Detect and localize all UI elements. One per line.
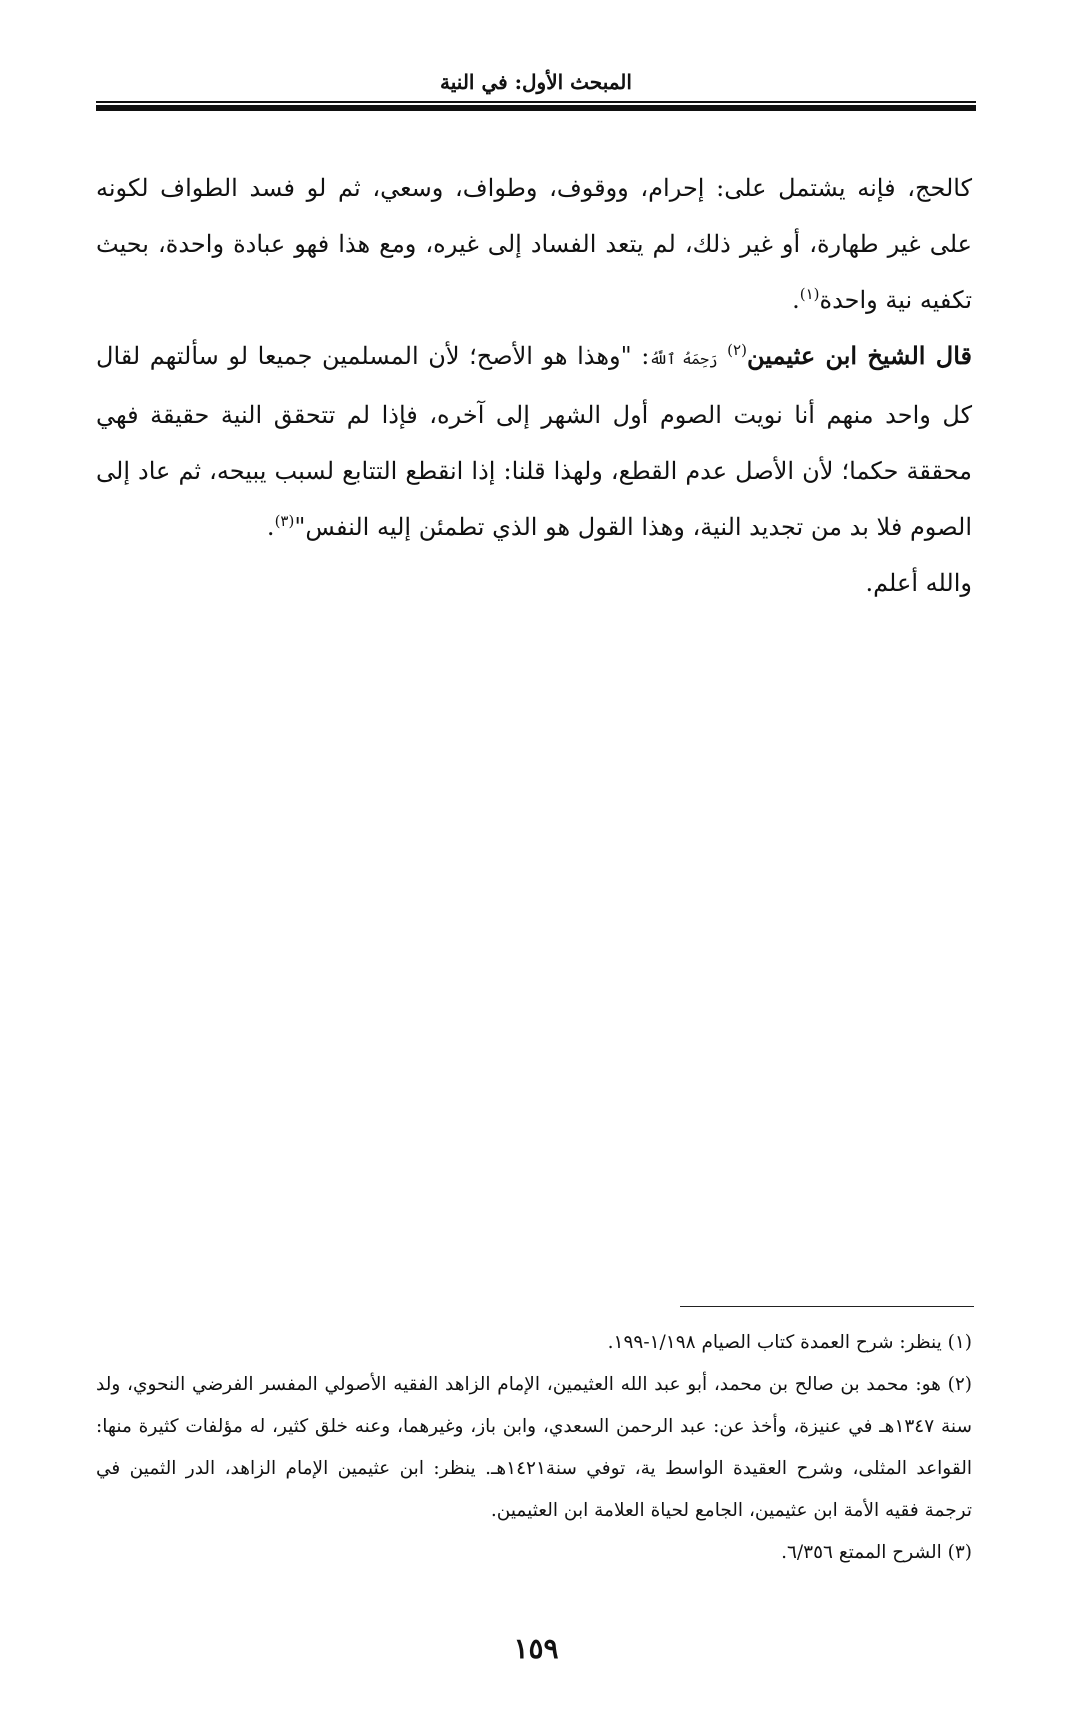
footnote-ref-2: (٢) xyxy=(727,341,747,359)
footnote-ref-3: (٣) xyxy=(274,512,295,530)
footnote-ref-1: (١) xyxy=(799,285,820,303)
footnote-1: (١) ينظر: شرح العمدة كتاب الصيام ١/١٩٨-١٩٩. xyxy=(607,1332,972,1353)
footnote-3: (٣) الشرح الممتع ٦/٣٥٦. xyxy=(781,1542,972,1563)
main-text xyxy=(96,160,972,611)
paragraph-1-end: . xyxy=(792,286,800,314)
page-number: ١٥٩ xyxy=(513,1632,559,1665)
paragraph-1 xyxy=(96,160,972,328)
footnote-separator xyxy=(680,1306,974,1307)
paragraph-2-end: . xyxy=(266,513,275,541)
footnotes xyxy=(96,1322,972,1574)
header-rule-thin xyxy=(96,101,976,103)
quote-attribution: قال الشيخ ابن عثيمين xyxy=(746,341,972,370)
closing-line: والله أعلم. xyxy=(865,569,972,597)
paragraph-2 xyxy=(96,328,972,555)
header-rule-thick xyxy=(96,105,976,111)
paragraph-1-text: كالحج، فإنه يشتمل على: إحرام، ووقوف، وطواف، وسعي، ثم لو فسد الطواف لكونه على غير طهارة، أو غير ذلك، لم يتعد الفساد إلى غيره، ومع هذا فهو عبادة واحدة، بحيث تكفيه نية واحدة xyxy=(96,174,972,314)
paragraph-2-quote: : "وهذا هو الأصح؛ لأن المسلمين جميعا لو سألتهم لقال كل واحد منهم أنا نويت الصوم أول الشهر إلى آخره، فإذا لم تتحقق النية حقيقة فهي محققة حكما؛ لأن الأصل عدم القطع، ولهذا قلنا: إذا انقطع التتابع لسبب يبيحه، ثم عاد إلى الصوم فلا بد من تجديد النية، وهذا القول هو الذي تطمئن إليه النفس" xyxy=(96,342,972,541)
footnote-2: (٢) هو: محمد بن صالح بن محمد، أبو عبد الله العثيمين، الإمام الزاهد الفقيه الأصولي المفسر الفرضي النحوي، ولد سنة ١٣٤٧هـ في عنيزة، وأخذ عن: عبد الرحمن السعدي، وابن باز، وغيرهما، وعنه خلق كثير، له مؤلفات كثيرة منها: القواعد المثلى، وشرح العقيدة الواسط ية، توفي سنة١٤٢١هـ. ينظر: ابن عثيمين الإمام الزاهد، الدر الثمين في ترجمة فقيه الأمة ابن عثيمين، الجامع لحياة العلامة ابن العثيمين. xyxy=(96,1374,972,1521)
honorific-glyph: رَحِمَهُ ٱللَّهُ xyxy=(649,350,718,368)
running-header: المبحث الأول: في النية xyxy=(440,70,632,94)
